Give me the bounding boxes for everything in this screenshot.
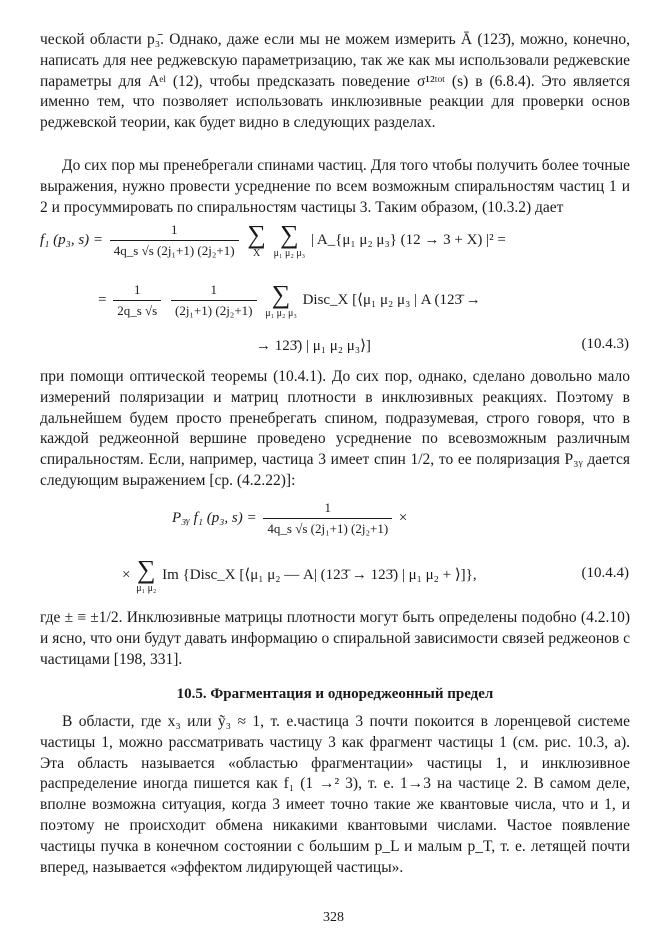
eq2-line2-lead: × [122,566,131,583]
sum-symbol: ∑ [271,280,291,309]
eq1-denominator: 4q_s √s (2j₁+1) (2j₂+1) [110,240,239,259]
sum-symbol: ∑ [137,555,156,584]
sum-subscript: μ₁ μ₂ [136,583,157,594]
eq1-line2-denominator-1: 2q_s √s [113,300,161,319]
eq1-line2-body: Disc_X [⟨μ₁ μ₂ μ₃ | A (123̄ → [302,291,481,308]
equation-10-4-3-line-2 [98,282,481,319]
eq1-fraction [110,222,239,259]
eq1-line2-fraction-1 [113,282,161,319]
eq2-body: Im {Disc_X [⟨μ₁ μ₂ — A| (123̄ → 123̄) | μ₁ μ₂ + ⟩]}, [162,566,477,583]
equation-10-4-3-line-3 [256,336,371,355]
section-heading: 10.5. Фрагментация и однореджеонный предел [176,686,494,702]
paragraph-3: при помощи оптической теоремы (10.4.1). До сих пор, однако, сделано довольно мало измерений поляризации и матриц плотности в инклюзивных реакциях. Поэтому в дальнейшем будем просто пренебрегать спином, подразумевая, строго говоря, что в каждой реджеонной вершине проведено усреднение по всевозможным различным спиральностям. Если, например, частица 3 имеет спин 1/2, то ее поляризация P₃ᵧ дается следующим выражением [ср. (4.2.22)]: [40,368,630,489]
eq1-line2-denominator-2: (2j₁+1) (2j₂+1) [171,300,257,319]
paragraph-2: До сих пор мы пренебрегали спинами частиц. Для того чтобы получить более точные выражения, нужно провести усреднение по всем возможным спиральностям частиц 1 и 2 и просуммировать по спиральностям частицы 3. Таким образом, (10.3.2) дает [40,157,630,216]
eq1-body: | A_{μ₁ μ₂ μ₃} (12 → 3 + X) |² = [310,231,506,248]
sum-subscript: μ₁ μ₂ μ₃ [265,308,297,319]
eq2-sum [136,557,156,594]
paragraph-5: В области, где x₃ или ỹ₃ ≈ 1, т. е.частица 3 почти покоится в лоренцевой системе частицы 1, можно рассматривать частицу 3 как фрагмент частицы 1 (см. рис. 10.3, а). Эта область называется «областью фрагментации» частицы 1, и инклюзивное распределение иногда пишется как f₁ (1 →² 3), т. е. 1→3 на частице 2. В самом деле, вполне возможна ситуация, когда 3 имеет точно такие же квантовые числа, что и 1, и поэтому не происходит обмена никакими квантовыми числами. Частое появление частицы пучка в конечном состоянии с большим p_L и малым p_T, т. е. летящей почти вперед, называется «эффектом лидирующей частицы». [40,713,630,876]
eq1-line2-fraction-2 [171,282,257,319]
eq1-line2-numerator-2: 1 [210,282,217,297]
eq1-sum-mu [274,222,306,259]
sum-symbol: ∑ [247,220,266,249]
eq1-sum-x [247,222,266,259]
page-number: 328 [323,910,344,925]
sum-subscript: μ₁ μ₂ μ₃ [273,248,306,259]
equation-number-10-4-3: (10.4.3) [581,336,629,352]
equation-10-4-4-line-2 [122,557,477,594]
eq1-numerator: 1 [170,222,178,237]
sum-symbol: ∑ [280,220,299,249]
eq2-fraction [263,500,392,537]
equation-10-4-3-line-1 [40,222,506,259]
eq2-numerator: 1 [324,500,332,515]
equation-10-4-4-line-1 [172,500,407,537]
equation-number-10-4-4: (10.4.4) [581,565,629,581]
eq1-line3-body: → 123̄) | μ₁ μ₂ μ₃⟩] [256,338,371,354]
eq1-line2-lhs: = [98,291,107,308]
eq2-denominator: 4q_s √s (2j₁+1) (2j₂+1) [263,518,392,537]
paragraph-1: ческой области p₃̄. Однако, даже если мы не можем измерить Ā (123̄), можно, конечно, написать для нее реджевскую параметризацию, так же как мы использовали реджевские параметры для Aᵉˡ (12), чтобы предсказать поведение σ¹²ᵗᵒᵗ (s) в (6.8.4). Это является именно тем, что позволяет использовать инклюзивные реакции для проверки основ реджевской теории, как будет видно в следующих разделах. [40,31,630,132]
eq1-lhs: f₁ (p₃, s) = [40,231,104,248]
eq2-lhs: P₃ᵧ f₁ (p₃, s) = [172,509,257,526]
eq1-line2-sum [265,282,297,319]
paragraph-4: где ± ≡ ±1/2. Инклюзивные матрицы плотности могут быть определены подобно (4.2.10) и ясно, что они будут давать информацию о спиральной зависимости связей реджеонов с частицами [198, 331]. [40,609,630,668]
sum-subscript: X [252,248,261,259]
eq2-times: × [398,509,408,526]
eq1-line2-numerator-1: 1 [133,282,141,297]
